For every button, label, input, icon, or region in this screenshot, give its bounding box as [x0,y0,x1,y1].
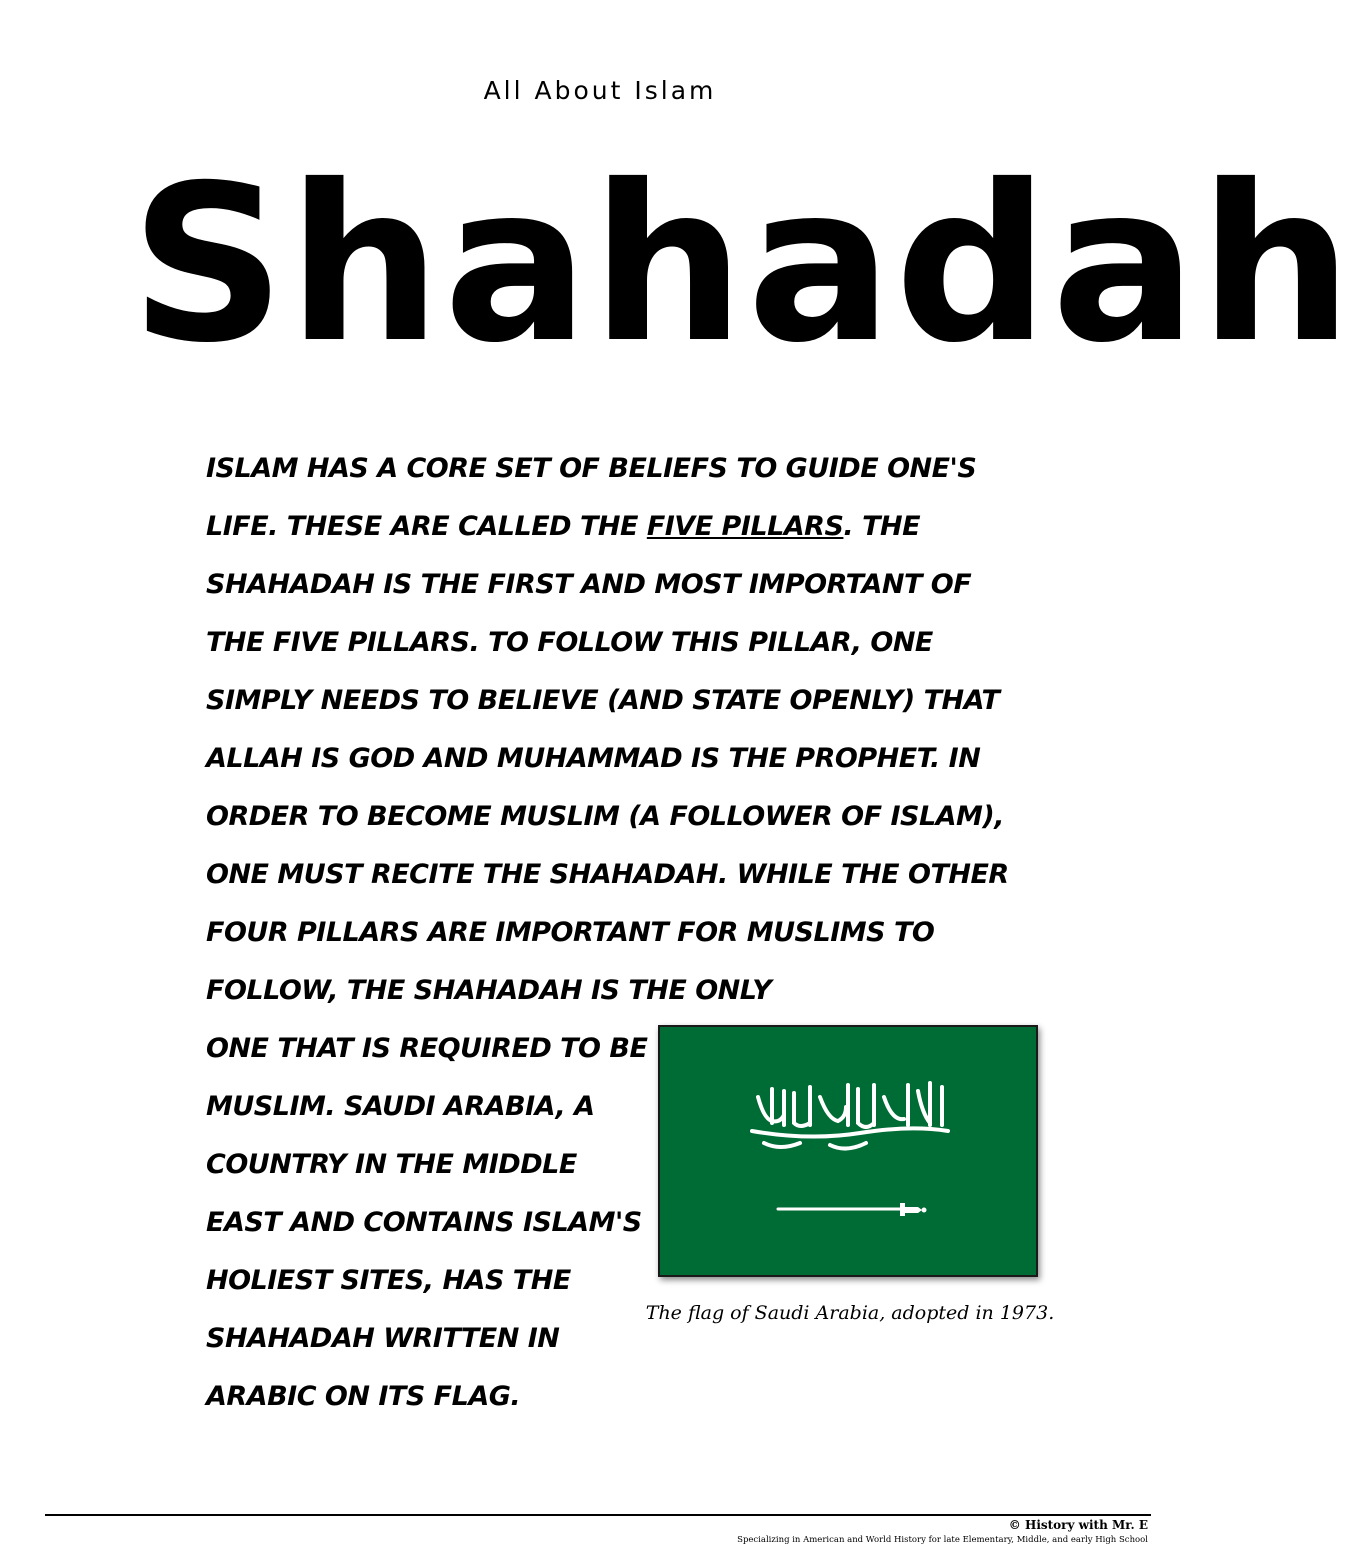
body-line: MUSLIM. SAUDI ARABIA, A [206,1091,595,1122]
body-line: FOLLOW, THE SHAHADAH IS THE ONLY [206,975,772,1006]
body-line: SHAHADAH WRITTEN IN [206,1323,560,1354]
body-line: ARABIC ON ITS FLAG. [206,1381,521,1412]
body-line: FOUR PILLARS ARE IMPORTANT FOR MUSLIMS TO [206,917,935,948]
body-line: SHAHADAH IS THE FIRST AND MOST IMPORTANT OF [206,569,972,600]
body-line [206,498,976,556]
body-paragraph [206,440,1009,1426]
shahada-calligraphy [752,1083,948,1149]
series-title: All About Islam [483,76,717,105]
body-line: THE FIVE PILLARS. TO FOLLOW THIS PILLAR, ONE [206,627,933,658]
body-line: ONE MUST RECITE THE SHAHADAH. WHILE THE OTHER [206,859,1009,890]
saudi-flag-graphic [660,1027,1036,1275]
body-line: EAST AND CONTAINS ISLAM'S [206,1207,642,1238]
footer-divider [45,1514,1151,1516]
body-line: COUNTRY IN THE MIDDLE [206,1149,577,1180]
saudi-flag-image [658,1025,1038,1277]
sword-icon [778,1203,927,1216]
body-line-part: LIFE. THESE ARE CALLED THE [206,511,647,542]
five-pillars-term: FIVE PILLARS [646,511,844,542]
body-line: ONE THAT IS REQUIRED TO BE [206,1033,648,1064]
body-line: ISLAM HAS A CORE SET OF BELIEFS TO GUIDE ONE'S [206,453,977,484]
figure-caption: The flag of Saudi Arabia, adopted in 1973. [645,1302,1055,1324]
footer-tagline: Specializing in American and World History for late Elementary, Middle, and early High School [737,1535,1148,1545]
body-line: HOLIEST SITES, HAS THE [206,1265,571,1296]
body-line: ORDER TO BECOME MUSLIM (A FOLLOWER OF ISLAM), [206,801,1005,832]
body-line: ALLAH IS GOD AND MUHAMMAD IS THE PROPHET. IN [206,743,981,774]
footer-copyright: © History with Mr. E [1008,1518,1148,1532]
body-line-part: . THE [843,511,921,542]
page-title: Shahadah [130,139,1355,390]
body-line: SIMPLY NEEDS TO BELIEVE (AND STATE OPENLY) THAT [206,685,1000,716]
